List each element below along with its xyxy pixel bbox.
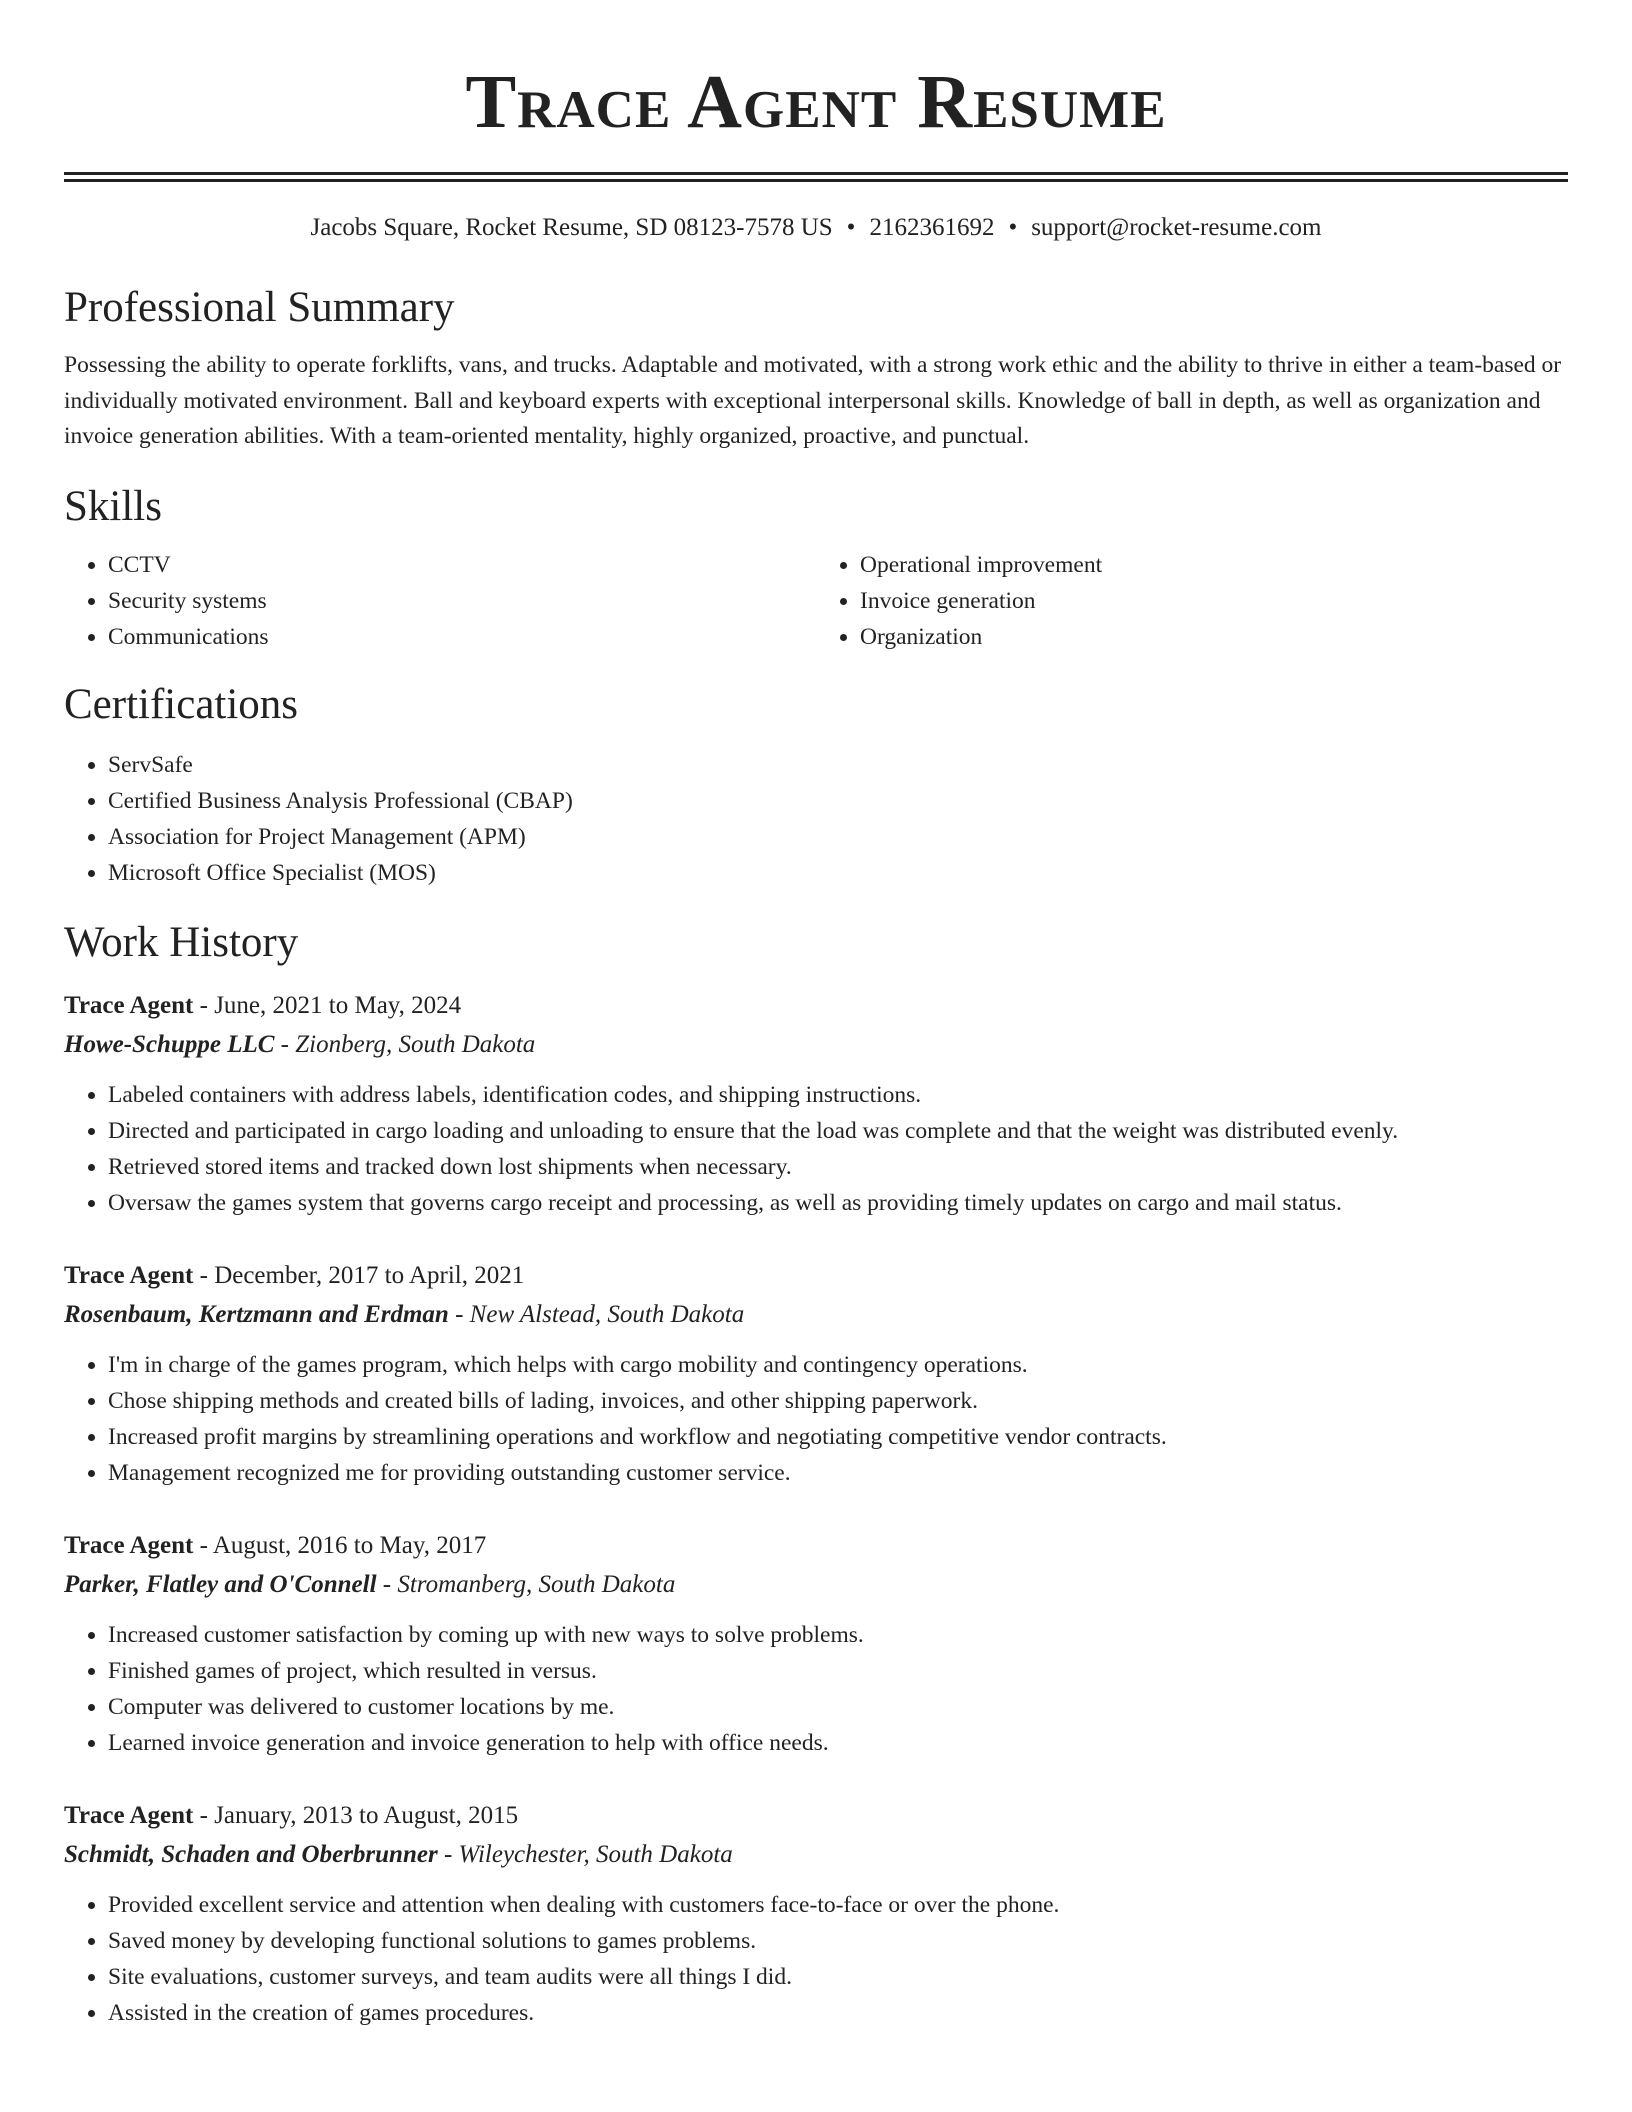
skills-list-left xyxy=(64,547,816,655)
skills-columns xyxy=(64,547,1568,655)
job-duty: • Assisted in the creation of games procedures. xyxy=(108,1995,1568,2031)
job-company: Schmidt, Schaden and Oberbrunner xyxy=(64,1840,438,1868)
job-duties-list xyxy=(64,1347,1568,1491)
job-duties-list xyxy=(64,1617,1568,1761)
contact-separator: • xyxy=(1008,214,1018,241)
job-role: Trace Agent xyxy=(64,1531,194,1559)
job-entry xyxy=(64,1797,1568,2031)
job-location: New Alstead, South Dakota xyxy=(469,1300,745,1328)
job-location: Stromanberg, South Dakota xyxy=(397,1570,676,1598)
job-title-line: Trace Agent - August, 2016 to May, 2017 xyxy=(64,1531,487,1559)
job-role: Trace Agent xyxy=(64,991,194,1019)
job-duty: • Computer was delivered to customer locations by me. xyxy=(108,1689,1568,1725)
job-entry xyxy=(64,1257,1568,1491)
skill-item: • CCTV xyxy=(108,547,816,583)
contact-phone: 2162361692 xyxy=(869,214,995,241)
job-duty: • Provided excellent service and attention when dealing with customers face-to-face or over the phone. xyxy=(108,1887,1568,1923)
job-duty: • Retrieved stored items and tracked down lost shipments when necessary. xyxy=(108,1149,1568,1185)
job-dates: December, 2017 to April, 2021 xyxy=(214,1261,525,1289)
job-duty: • Finished games of project, which resulted in versus. xyxy=(108,1653,1568,1689)
job-company: Parker, Flatley and O'Connell xyxy=(64,1570,377,1598)
resume-title: Trace Agent Resume xyxy=(465,60,1167,144)
certifications-list xyxy=(64,747,1568,891)
header-double-rule xyxy=(64,172,1568,182)
job-duty: • I'm in charge of the games program, which helps with cargo mobility and contingency operations. xyxy=(108,1347,1568,1383)
job-duty: • Increased profit margins by streamlining operations and workflow and negotiating competitive vendor contracts. xyxy=(108,1419,1568,1455)
contact-email: support@rocket-resume.com xyxy=(1031,214,1322,241)
job-duty: • Saved money by developing functional solutions to games problems. xyxy=(108,1923,1568,1959)
job-location: Zionberg, South Dakota xyxy=(295,1030,536,1058)
certification-item: • Certified Business Analysis Professional (CBAP) xyxy=(108,783,1568,819)
job-company: Rosenbaum, Kertzmann and Erdman xyxy=(64,1300,449,1328)
job-title-line: Trace Agent - June, 2021 to May, 2024 xyxy=(64,991,462,1019)
summary-text: Possessing the ability to operate forklifts, vans, and trucks. Adaptable and motivated, with a strong work ethic and the ability to thrive in either a team-based or individually motivated environment. Ball and keyboard experts with exceptional interpersonal skills. Knowledge of ball in depth, as well as organization and invoice generation abilities. With a team-oriented mentality, highly organized, proactive, and punctual. xyxy=(64,352,1562,449)
job-duty: • Management recognized me for providing outstanding customer service. xyxy=(108,1455,1568,1491)
job-company-line: Rosenbaum, Kertzmann and Erdman - New Alstead, South Dakota xyxy=(64,1300,745,1328)
job-dates: January, 2013 to August, 2015 xyxy=(214,1801,519,1829)
skills-list-right xyxy=(816,547,1568,655)
job-duty: • Increased customer satisfaction by coming up with new ways to solve problems. xyxy=(108,1617,1568,1653)
job-company-line: Parker, Flatley and O'Connell - Stromanberg, South Dakota xyxy=(64,1570,676,1598)
contact-address: Jacobs Square, Rocket Resume, SD 08123-7578 US xyxy=(310,214,833,241)
job-role: Trace Agent xyxy=(64,1801,194,1829)
skill-item: • Operational improvement xyxy=(860,547,1568,583)
certification-item: • ServSafe xyxy=(108,747,1568,783)
job-title-line: Trace Agent - January, 2013 to August, 2015 xyxy=(64,1801,519,1829)
skill-item: • Invoice generation xyxy=(860,583,1568,619)
job-dates: August, 2016 to May, 2017 xyxy=(212,1531,487,1559)
skill-item: • Organization xyxy=(860,619,1568,655)
job-dates: June, 2021 to May, 2024 xyxy=(214,991,462,1019)
job-duty: • Directed and participated in cargo loading and unloading to ensure that the load was complete and that the weight was distributed evenly. xyxy=(108,1113,1568,1149)
job-company: Howe-Schuppe LLC xyxy=(64,1030,275,1058)
job-duty: • Oversaw the games system that governs cargo receipt and processing, as well as providing timely updates on cargo and mail status. xyxy=(108,1185,1568,1221)
job-duty: • Learned invoice generation and invoice generation to help with office needs. xyxy=(108,1725,1568,1761)
job-company-line: Schmidt, Schaden and Oberbrunner - Wileychester, South Dakota xyxy=(64,1840,733,1868)
contact-line xyxy=(64,212,1568,244)
job-entry xyxy=(64,1527,1568,1761)
job-duties-list xyxy=(64,1077,1568,1221)
skill-item: • Security systems xyxy=(108,583,816,619)
certification-item: • Microsoft Office Specialist (MOS) xyxy=(108,855,1568,891)
job-role: Trace Agent xyxy=(64,1261,194,1289)
certification-item: • Association for Project Management (APM) xyxy=(108,819,1568,855)
job-duties-list xyxy=(64,1887,1568,2031)
work-history-heading: Work History xyxy=(64,918,299,966)
job-company-line: Howe-Schuppe LLC - Zionberg, South Dakota xyxy=(64,1030,536,1058)
job-duty: • Site evaluations, customer surveys, and team audits were all things I did. xyxy=(108,1959,1568,1995)
job-duty: • Labeled containers with address labels, identification codes, and shipping instructions. xyxy=(108,1077,1568,1113)
job-title-line: Trace Agent - December, 2017 to April, 2021 xyxy=(64,1261,525,1289)
certifications-heading: Certifications xyxy=(64,680,299,728)
resume-page xyxy=(64,0,1568,2031)
skill-item: • Communications xyxy=(108,619,816,655)
job-entry xyxy=(64,987,1568,1221)
job-location: Wileychester, South Dakota xyxy=(458,1840,733,1868)
skills-heading: Skills xyxy=(64,482,162,530)
summary-heading: Professional Summary xyxy=(64,284,455,331)
job-duty: • Chose shipping methods and created bills of lading, invoices, and other shipping paperwork. xyxy=(108,1383,1568,1419)
contact-separator: • xyxy=(846,214,856,241)
